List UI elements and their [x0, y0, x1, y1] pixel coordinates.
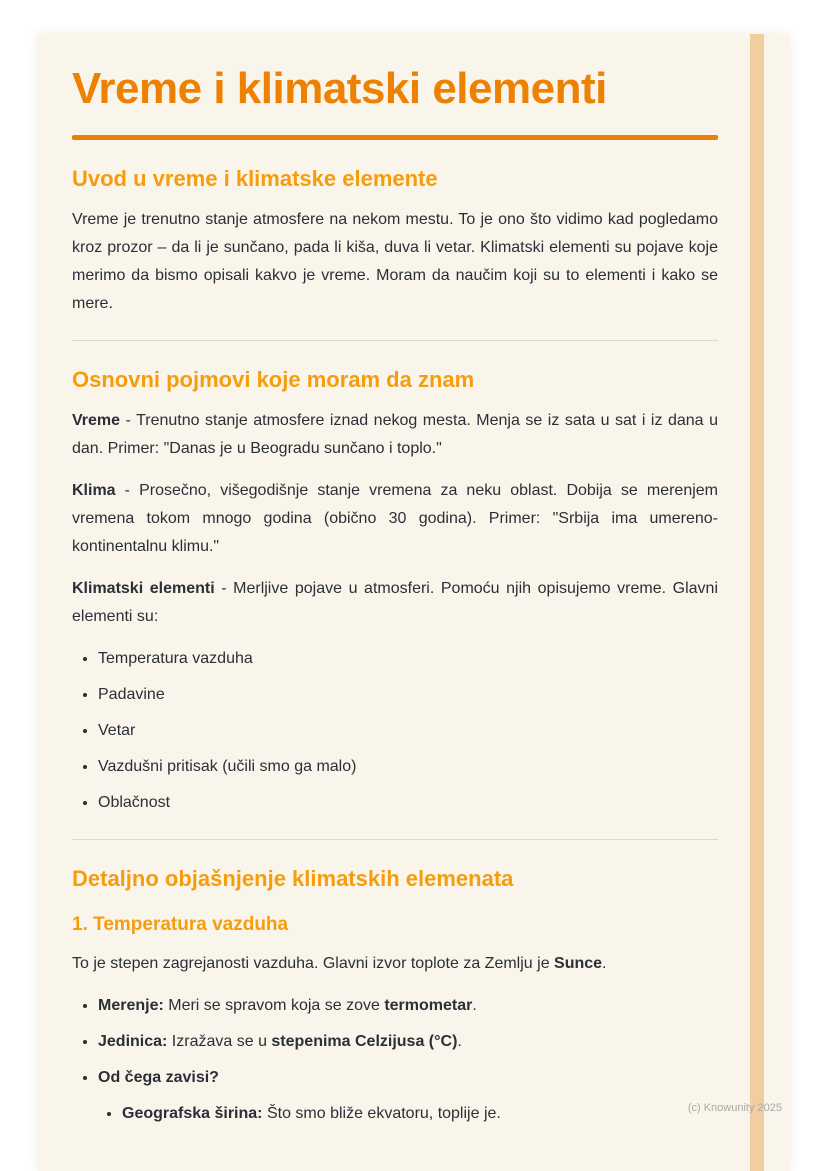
title-underline: [72, 135, 718, 140]
section-heading: Detaljno objašnjenje klimatskih elemenata: [72, 866, 514, 892]
list-item: [98, 1064, 718, 1128]
elements-list: [72, 645, 718, 817]
section-detaljno-objasnjenje: [72, 866, 718, 1128]
section-heading: Uvod u vreme i klimatske elemente: [72, 166, 438, 192]
temperature-list: [72, 992, 718, 1128]
list-item: • Vetar: [98, 717, 718, 745]
paragraph: Vreme je trenutno stanje atmosfere na nekom mestu. To je ono što vidimo kad pogledamo kroz prozor – da li je sunčano, pada li kiša, duva li vetar. Klimatski elementi su pojave koje merimo da bismo opisali kakvo je vreme. Moram da naučim koji su to elementi i kako se mere.: [72, 211, 718, 313]
section-divider: [72, 340, 718, 341]
section-osnovni-pojmovi: [72, 367, 718, 817]
paragraph-vreme: Vreme - Trenutno stanje atmosfere iznad nekog mesta. Menja se iz sata u sat i iz dana u dan. Primer: "Danas je u Beogradu sunčano i toplo.": [72, 412, 718, 458]
list-item: • Padavine: [98, 681, 718, 709]
sub-list-item: • Geografska širina: Što smo bliže ekvatoru, toplije je.: [122, 1100, 718, 1128]
document-content: [38, 34, 790, 1156]
paragraph-temperatura: To je stepen zagrejanosti vazduha. Glavni izvor toplote za Zemlju je Sunce.: [72, 955, 607, 973]
section-uvod: [72, 166, 718, 318]
document-page: [38, 34, 790, 1171]
paragraph-klima: Klima - Prosečno, višegodišnje stanje vremena za neku oblast. Dobija se merenjem vremena tokom mnogo godina (obično 30 godina). Primer: "Srbija ima umereno-kontinentalnu klimu.": [72, 482, 718, 556]
list-item: • Vazdušni pritisak (učili smo ga malo): [98, 753, 718, 781]
paragraph-klimatski-elementi: Klimatski elementi - Merljive pojave u atmosferi. Pomoću njih opisujemo vreme. Glavni elementi su:: [72, 580, 719, 626]
list-item: • Merenje: Meri se spravom koja se zove termometar.: [98, 992, 718, 1020]
list-item: • Temperatura vazduha: [98, 645, 718, 673]
list-item: • Jedinica: Izražava se u stepenima Celzijusa (°C).: [98, 1028, 718, 1056]
list-item-text: Od čega zavisi?: [98, 1069, 219, 1087]
sub-list: [98, 1100, 718, 1128]
section-heading: Osnovni pojmovi koje moram da znam: [72, 367, 475, 393]
subsection-heading: 1. Temperatura vazduha: [72, 914, 289, 936]
watermark: (c) Knowunity 2025: [687, 1102, 782, 1114]
section-divider: [72, 839, 718, 840]
list-item: • Oblačnost: [98, 789, 718, 817]
document-title: Vreme i klimatski elementi: [72, 64, 607, 113]
